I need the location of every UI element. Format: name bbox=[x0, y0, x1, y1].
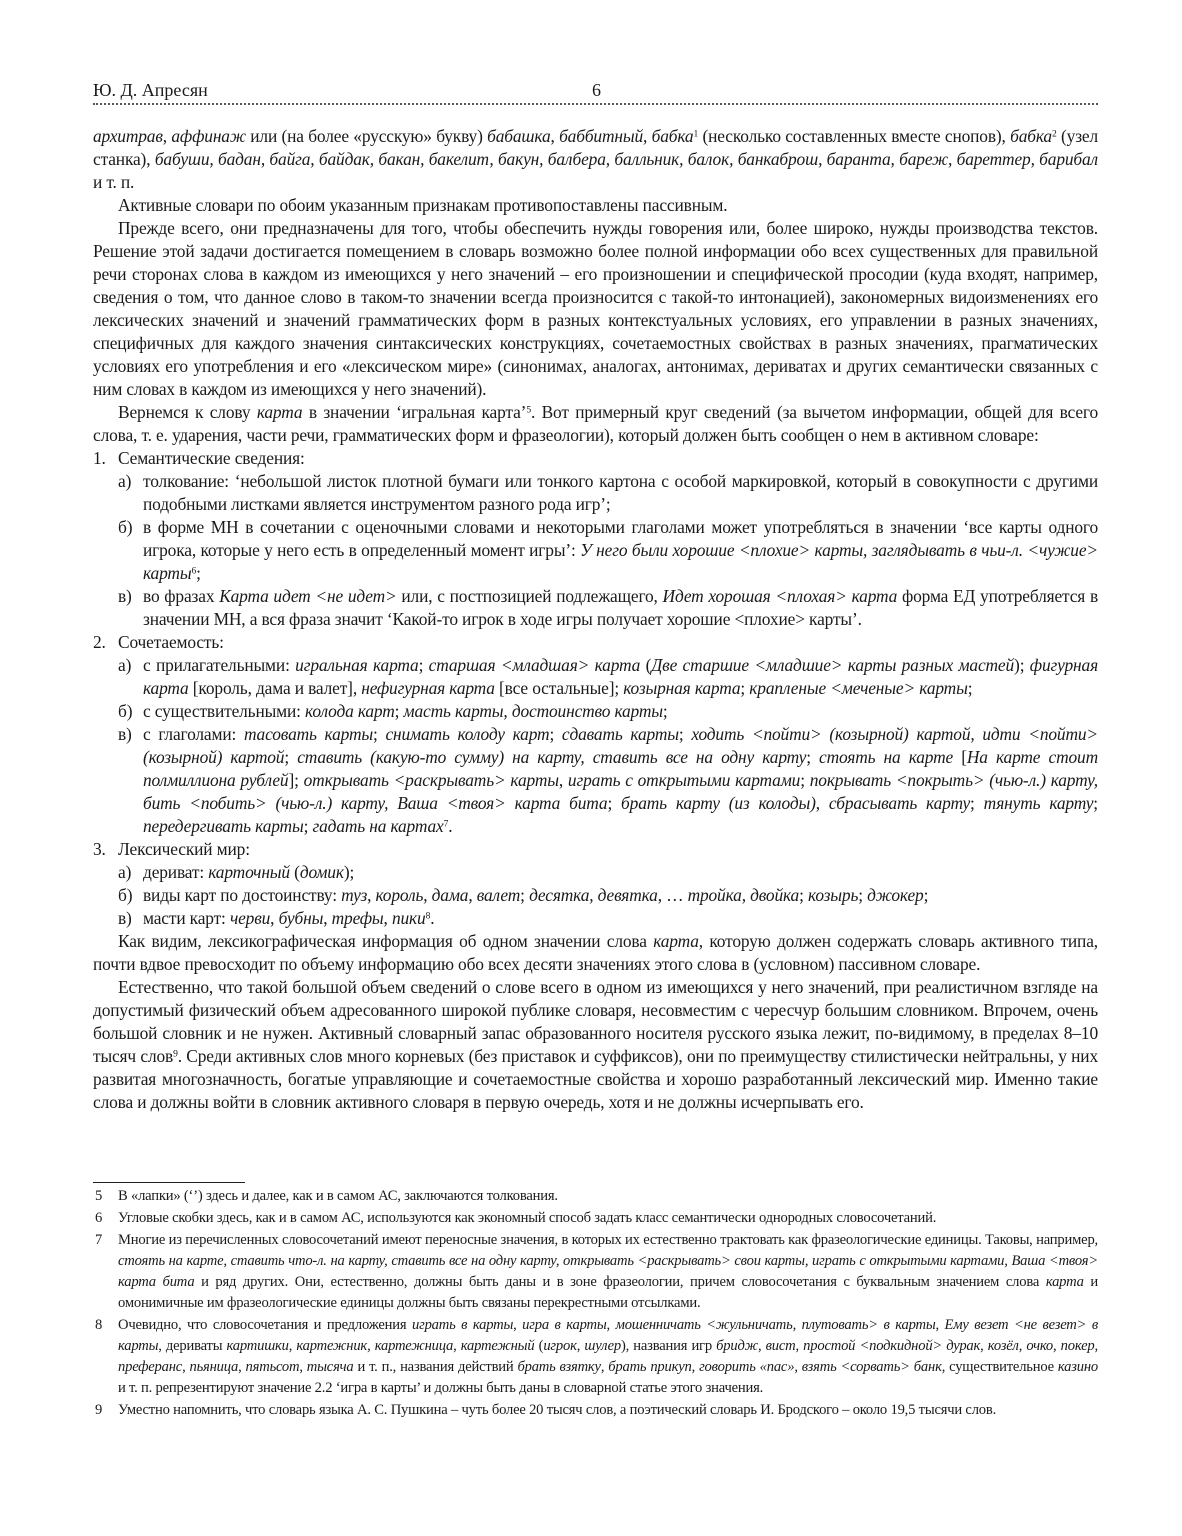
footnote bbox=[93, 1400, 1098, 1421]
text-run: ; bbox=[662, 701, 668, 721]
item-label: а) bbox=[118, 471, 132, 491]
italic-text: баббитный bbox=[559, 126, 644, 146]
text-run: , bbox=[550, 126, 560, 146]
paragraph bbox=[93, 401, 1098, 447]
italic-text: валет bbox=[476, 885, 521, 905]
italic-text: Карта идет <не идет> bbox=[219, 586, 397, 606]
sub-item bbox=[93, 907, 1098, 930]
text-run: , дериваты bbox=[158, 1338, 227, 1354]
text-run: дериват: bbox=[143, 862, 209, 882]
paragraph bbox=[93, 976, 1098, 1114]
text-run: , bbox=[558, 770, 568, 790]
italic-text: нефигурная карта bbox=[361, 678, 495, 698]
italic-text: ходить <пойти> (козырной) картой, идти <пойти> (козырной) картой bbox=[143, 724, 1098, 767]
sub-item bbox=[93, 470, 1098, 516]
italic-text: казино bbox=[1057, 1359, 1098, 1375]
text-run: , bbox=[1018, 1338, 1027, 1354]
footnote bbox=[93, 1186, 1098, 1207]
text-run: ; bbox=[303, 816, 313, 836]
italic-text: пьяница bbox=[189, 1359, 239, 1375]
text-run: или (на более «русскую» букву) bbox=[245, 126, 488, 146]
italic-text: архитрав, аффинаж bbox=[93, 126, 246, 146]
text-run: ( bbox=[534, 1338, 544, 1354]
text-run: , bbox=[795, 1338, 804, 1354]
text-run: . Среди активных слов много корневых (без приставок и суффиксов), они по преимуществу стилистически нейтральны, у них развитая многозначность, богатые управляющие и сочетаемостные свойства и хорошо разработанный лексический мир. Именно такие слова и должны войти в словник активного словаря в первую очередь, хотя и не должны исчерпывать его. bbox=[93, 1046, 1098, 1112]
item-label: в) bbox=[118, 724, 132, 744]
sub-item bbox=[93, 723, 1098, 838]
text-run: , bbox=[182, 1359, 190, 1375]
footnote-number: 9 bbox=[95, 1402, 103, 1418]
text-run: . bbox=[430, 908, 435, 928]
footnote-separator bbox=[93, 1182, 245, 1183]
text-run: , bbox=[323, 908, 332, 928]
footnote-ref: 2 bbox=[1051, 128, 1057, 140]
text-run: . bbox=[448, 816, 453, 836]
italic-text: пятьсот bbox=[245, 1359, 300, 1375]
item-label: а) bbox=[118, 862, 132, 882]
text-run: масти карт: bbox=[143, 908, 230, 928]
text-run: , bbox=[935, 1317, 945, 1333]
italic-text: король bbox=[375, 885, 424, 905]
italic-text: тянуть карту bbox=[983, 793, 1094, 813]
italic-text: бабашка bbox=[487, 126, 551, 146]
text-run: ; bbox=[394, 701, 404, 721]
italic-text: стоять на карте, ставить что-л. на карту, ставить все на одну карту, открывать <раскрывать> свои карты, играть с открытыми картами, Ваша <твоя> карта бита bbox=[118, 1253, 1098, 1290]
text-run: , bbox=[576, 1338, 585, 1354]
text-run: Активные словари по обоим указанным признакам противопоставлены пассивным. bbox=[118, 195, 728, 215]
text-run: , bbox=[288, 1338, 297, 1354]
italic-text: покрывать <покрыть> (чью-л.) карту, бить <побить> (чью-л.) карту, Ваша <твоя> карта бита bbox=[143, 770, 1098, 813]
italic-text: бридж bbox=[716, 1338, 759, 1354]
text-run: с существительными: bbox=[143, 701, 306, 721]
item-label: в) bbox=[118, 908, 132, 928]
text-run: Естественно, что такой большой объем сведений о слове всего в одном из имеющихся у него значений, при реалистичном взгляде на допустимый физический объем адресованного широкой публике словаря, несовместим с чересчур большим словником. Впрочем, очень большой словник и не нужен. Активный словарный запас образованного носителя русского языка лежит, по-видимому, в пределах 8–10 тысяч слов bbox=[93, 977, 1098, 1066]
sub-item bbox=[93, 700, 1098, 723]
text-run: , bbox=[600, 1359, 609, 1375]
text-run: , bbox=[758, 1338, 766, 1354]
text-run: ; bbox=[967, 678, 973, 698]
italic-text: играть с открытыми картами bbox=[567, 770, 801, 790]
item-label: 1. bbox=[93, 448, 106, 468]
numbered-item bbox=[93, 631, 1098, 654]
italic-text: брать взятку bbox=[517, 1359, 601, 1375]
footnote-number: 8 bbox=[95, 1317, 103, 1333]
italic-text: вист bbox=[765, 1338, 796, 1354]
header-author: Ю. Д. Апресян bbox=[93, 80, 208, 100]
text-run: ; bbox=[607, 793, 622, 813]
sub-item bbox=[93, 861, 1098, 884]
text-run: , bbox=[367, 1338, 375, 1354]
italic-text: Идет хорошая <плохая> карта bbox=[662, 586, 898, 606]
text-run: (узел станка), bbox=[93, 126, 1099, 169]
italic-text: простой <подкидной> дурак bbox=[803, 1338, 981, 1354]
italic-text: стоять на карте bbox=[819, 747, 954, 767]
text-run: с глаголами: bbox=[143, 724, 244, 744]
italic-text: картишки bbox=[226, 1338, 289, 1354]
italic-text: карта bbox=[1045, 1274, 1084, 1290]
italic-text: шулер bbox=[584, 1338, 621, 1354]
italic-text: брать прикуп bbox=[608, 1359, 692, 1375]
text-run: Вернемся к слову bbox=[118, 402, 257, 422]
text-run: ; bbox=[196, 563, 201, 583]
paragraph bbox=[93, 194, 1098, 217]
item-label: в) bbox=[118, 586, 132, 606]
text-run: во фразах bbox=[143, 586, 220, 606]
italic-text: домик bbox=[299, 862, 344, 882]
italic-text: говорить «пас» bbox=[699, 1359, 795, 1375]
text-run: с прилагательными: bbox=[143, 655, 296, 675]
item-label: 3. bbox=[93, 839, 106, 859]
text-run: ); bbox=[343, 862, 355, 882]
italic-text: игрок bbox=[543, 1338, 577, 1354]
italic-text: картежный bbox=[460, 1338, 535, 1354]
italic-text: мошенничать <жульничать, плутовать> в карты bbox=[615, 1317, 936, 1333]
text-run: и омонимичные им фразеологические единицы должны быть связаны перекрестными отсылками. bbox=[118, 1274, 1098, 1311]
text-run: Многие из перечисленных словосочетаний имеют переносные значения, в которых их естественно трактовать как фразеологические единицы. Таковы, например, bbox=[118, 1232, 1098, 1248]
text-run: форма ЕД употребляется в значении МН, а вся фраза значит ‘Какой-то игрок в ходе игры получает хорошие <плохие> карты’. bbox=[143, 586, 1099, 629]
footnote-number: 7 bbox=[95, 1232, 103, 1248]
text-run: ; bbox=[799, 885, 808, 905]
italic-text: картежник bbox=[296, 1338, 368, 1354]
text-run: Семантические сведения: bbox=[118, 448, 305, 468]
text-run: , bbox=[980, 1338, 988, 1354]
text-run: ; bbox=[740, 678, 750, 698]
text-run: , bbox=[423, 885, 432, 905]
paragraph bbox=[93, 217, 1098, 401]
text-run: , bbox=[299, 1359, 307, 1375]
italic-text: крапленые <меченые> карты bbox=[749, 678, 968, 698]
italic-text: картежница bbox=[374, 1338, 454, 1354]
text-run: и т. п. bbox=[93, 172, 135, 192]
text-run: , bbox=[367, 885, 376, 905]
footnote-ref: 6 bbox=[191, 565, 197, 577]
text-run: ; bbox=[549, 724, 562, 744]
italic-text: черви bbox=[229, 908, 271, 928]
text-run: в форме МН в сочетании с оценочными словами и некоторыми глаголами может употребляться в значении ‘все карты одного игрока, которые у него есть в определенный момент игры’: bbox=[143, 517, 1098, 560]
italic-text: карта bbox=[256, 402, 303, 422]
paragraph bbox=[93, 125, 1098, 194]
item-label: а) bbox=[118, 655, 132, 675]
page-number: 6 bbox=[592, 80, 601, 100]
text-run: и т. п., названия действий bbox=[353, 1359, 518, 1375]
text-run: ; bbox=[858, 885, 868, 905]
italic-text: дама bbox=[431, 885, 469, 905]
text-run: ; bbox=[806, 747, 820, 767]
italic-text: преферанс bbox=[118, 1359, 183, 1375]
italic-text: Ему везет <не везет> в карты bbox=[118, 1317, 1098, 1354]
footnote-ref: 7 bbox=[443, 818, 449, 830]
italic-text: гадать на картах bbox=[312, 816, 444, 836]
text-run: , существительное bbox=[941, 1359, 1058, 1375]
sub-item bbox=[93, 654, 1098, 700]
footnote-ref: 5 bbox=[526, 404, 531, 416]
text-run: , bbox=[468, 885, 477, 905]
sub-item bbox=[93, 516, 1098, 585]
text-run: Лексический мир: bbox=[118, 839, 250, 859]
text-run: [все остальные]; bbox=[494, 678, 624, 698]
italic-text: Две старшие <младшие> карты разных мастей bbox=[651, 655, 1015, 675]
italic-text: бабуши, бадан, байга, байдак, бакан, бакелит, бакун, балбера, балльник, балок, банкаброш, баранта, бареж, бареттер, барибал bbox=[154, 149, 1098, 169]
italic-text: козёл bbox=[987, 1338, 1019, 1354]
text-run: В «лапки» (‘’) здесь и далее, как и в самом АС, заключаются толкования. bbox=[118, 1188, 558, 1204]
italic-text: бубны bbox=[278, 908, 324, 928]
text-run: ; bbox=[800, 770, 810, 790]
italic-text: игральная карта bbox=[295, 655, 419, 675]
text-run: ; bbox=[418, 655, 429, 675]
footnote bbox=[93, 1315, 1098, 1399]
italic-text: На карте стоит полмиллиона рублей bbox=[143, 747, 1098, 790]
text-run: (несколько составленных вместе снопов), bbox=[698, 126, 1011, 146]
sub-item bbox=[93, 585, 1098, 631]
italic-text: тысяча bbox=[306, 1359, 354, 1375]
italic-text: фигурная карта bbox=[143, 655, 1098, 698]
italic-text: масть карты, достоинство карты bbox=[403, 701, 663, 721]
italic-text: туз bbox=[341, 885, 368, 905]
italic-text: открывать <раскрывать> карты bbox=[303, 770, 559, 790]
item-label: б) bbox=[118, 885, 133, 905]
text-run: ); bbox=[1014, 655, 1030, 675]
footnote-ref: 1 bbox=[693, 128, 699, 140]
sub-item bbox=[93, 884, 1098, 907]
text-run: Прежде всего, они предназначены для того, чтобы обеспечить нужды говорения или, более широко, нужды производства текстов. Решение этой задачи достигается помещением в словарь возможно более полной информации обо всех существенных для правильной речи сторонах слова в каждом из имеющихся у него значений – его произношении и специфической просодии (куда входят, например, сведения о том, что данное слово в таком-то значении всегда произносится с такой-то интонацией), закономерных видоизменениях его лексических значений и значений грамматических форм в разных контекстуальных условиях, его управлении в разных значениях, специфичных для каждого значения синтаксических конструкциях, сочетаемостных свойствах в разных значениях, прагматических условиях его употребления и его «лексическом мире» (синонимах, аналогах, антонимах, дериватах и других семантически связанных с ним словах в каждом из имеющихся у него значений). bbox=[93, 218, 1098, 399]
text-run: , bbox=[606, 1317, 616, 1333]
text-run: , bbox=[643, 126, 652, 146]
text-run: , bbox=[513, 1317, 523, 1333]
italic-text: У него были хорошие <плохие> карты, заглядывать в чьи-л. <чужие> карты bbox=[143, 540, 1098, 583]
text-run: Как видим, лексикографическая информация об одном значении слова bbox=[118, 931, 654, 951]
text-run: [ bbox=[953, 747, 967, 767]
text-run: виды карт по достоинству: bbox=[143, 885, 342, 905]
italic-text: пики bbox=[391, 908, 426, 928]
italic-text: передергивать карты bbox=[143, 816, 304, 836]
footnote-ref: 8 bbox=[425, 910, 431, 922]
text-run: , bbox=[270, 908, 279, 928]
footnote bbox=[93, 1230, 1098, 1314]
text-run: , bbox=[1053, 1338, 1061, 1354]
text-run: , bbox=[815, 793, 829, 813]
numbered-item bbox=[93, 447, 1098, 470]
text-run: толкование: ‘небольшой листок плотной бумаги или тонкого картона с особой маркировкой, который в совокупности с другими подобными листками является инструментом разного рода игр’; bbox=[143, 471, 1098, 514]
running-header bbox=[93, 80, 1098, 104]
italic-text: козырь bbox=[808, 885, 859, 905]
text-run: . Вот примерный круг сведений (за вычетом информации, общей для всего слова, т. е. ударения, части речи, грамматических форм и фразеологии), который должен быть сообщен о нем в активном словаре: bbox=[93, 402, 1099, 445]
italic-text: тасовать карты bbox=[243, 724, 373, 744]
item-label: 2. bbox=[93, 632, 106, 652]
text-run: , bbox=[691, 1359, 700, 1375]
text-run: , bbox=[794, 1359, 802, 1375]
italic-text: козырная карта bbox=[623, 678, 741, 698]
italic-text: карточный bbox=[208, 862, 290, 882]
text-run: ; bbox=[373, 724, 386, 744]
text-run: или, с постпозицией подлежащего, bbox=[396, 586, 663, 606]
header-dotted-rule bbox=[93, 103, 1098, 105]
main-text bbox=[93, 125, 1098, 1114]
text-run: ; bbox=[970, 793, 984, 813]
item-label: б) bbox=[118, 701, 133, 721]
numbered-item bbox=[93, 838, 1098, 861]
text-run: ; bbox=[678, 724, 692, 744]
text-run: , bbox=[238, 1359, 246, 1375]
italic-text: джокер bbox=[867, 885, 924, 905]
text-run: ; bbox=[520, 885, 530, 905]
text-run: ( bbox=[640, 655, 652, 675]
text-run: и ряд других. Они, естественно, должны быть даны и в зоне фразеологии, причем словосочетания с буквальным значением слова bbox=[194, 1274, 1046, 1290]
text-run: , bbox=[1094, 1338, 1098, 1354]
text-run: , … bbox=[657, 885, 688, 905]
text-run: Очевидно, что словосочетания и предложения bbox=[118, 1317, 412, 1333]
text-run: , bbox=[383, 908, 392, 928]
italic-text: брать карту (из колоды) bbox=[621, 793, 816, 813]
paragraph bbox=[93, 930, 1098, 976]
text-run: ( bbox=[289, 862, 300, 882]
italic-text: очко bbox=[1026, 1338, 1054, 1354]
text-run: и т. п. репрезентируют значение 2.2 ‘игра в карты’ и должны быть даны в словарной статье этого значения. bbox=[118, 1380, 764, 1396]
italic-text: сбрасывать карту bbox=[828, 793, 971, 813]
italic-text: колода карт bbox=[305, 701, 395, 721]
italic-text: десятка, девятка bbox=[529, 885, 658, 905]
footnote bbox=[93, 1208, 1098, 1229]
text-run: ]; bbox=[288, 770, 304, 790]
italic-text: снимать колоду карт bbox=[385, 724, 550, 744]
text-run: ), названия игр bbox=[621, 1338, 717, 1354]
text-run: , bbox=[453, 1338, 461, 1354]
footnote-number: 6 bbox=[95, 1210, 103, 1226]
item-label: б) bbox=[118, 517, 133, 537]
text-run: Угловые скобки здесь, как и в самом АС, используются как экономный способ задать класс семантически однородных словосочетаний. bbox=[118, 1210, 937, 1226]
italic-text: ставить (какую-то сумму) на карту, ставить все на одну карту bbox=[297, 747, 807, 767]
footnotes bbox=[93, 1186, 1098, 1422]
italic-text: играть в карты bbox=[411, 1317, 514, 1333]
text-run: [король, дама и валет], bbox=[188, 678, 362, 698]
italic-text: карта bbox=[653, 931, 699, 951]
italic-text: бабка bbox=[1010, 126, 1052, 146]
text-run: в значении ‘игральная карта’ bbox=[302, 402, 527, 422]
footnote-ref: 9 bbox=[173, 1048, 178, 1060]
italic-text: бабка bbox=[651, 126, 694, 146]
text-run: ; bbox=[923, 885, 929, 905]
footnote-number: 5 bbox=[95, 1188, 103, 1204]
text-run: ; bbox=[284, 747, 298, 767]
italic-text: старшая <младшая> карта bbox=[428, 655, 641, 675]
text-run: , которую должен содержать словарь активного типа, почти вдвое превосходит по объему информацию обо всех десяти значениях этого слова в (условном) пассивном словаре. bbox=[93, 931, 1098, 974]
italic-text: тройка, двойка bbox=[687, 885, 800, 905]
text-run: Уместно напомнить, что словарь языка А. С. Пушкина – чуть более 20 тысяч слов, а поэтический словарь И. Бродского – около 19,5 тысячи слов. bbox=[118, 1402, 997, 1418]
text-run: ; bbox=[1093, 793, 1098, 813]
italic-text: покер bbox=[1060, 1338, 1095, 1354]
italic-text: сдавать карты bbox=[561, 724, 679, 744]
italic-text: игра в карты bbox=[522, 1317, 607, 1333]
italic-text: взять <сорвать> банк bbox=[801, 1359, 942, 1375]
italic-text: трефы bbox=[331, 908, 384, 928]
text-run: Сочетаемость: bbox=[118, 632, 224, 652]
